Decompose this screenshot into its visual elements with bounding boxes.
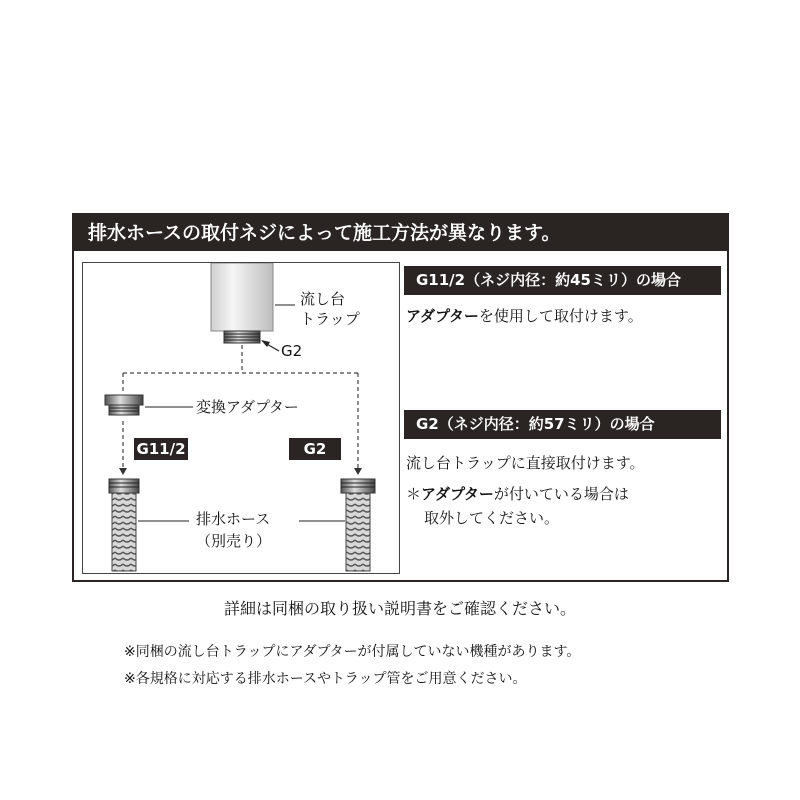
hose-label-line1: 排水ホース bbox=[196, 510, 271, 528]
trap-label-line2: トラップ bbox=[300, 310, 360, 328]
case-g2-text: 流し台トラップに直接取付けます。 bbox=[406, 454, 645, 472]
case-g2-note-line2: 取外してください。 bbox=[424, 509, 560, 527]
trap-label-line1: 流し台 bbox=[300, 290, 346, 308]
case-g2-note-prefix: ＊ bbox=[406, 485, 422, 503]
g2-label: G2 bbox=[281, 342, 303, 360]
sink-trap-pipe bbox=[211, 263, 273, 343]
tag-g2-text: G2 bbox=[303, 440, 327, 458]
case-g1-half-header: G11/2（ネジ内径：約45ミリ）の場合 bbox=[404, 266, 721, 295]
adapter-part bbox=[105, 395, 143, 415]
footer-note-1: ※同梱の流し台トラップにアダプターが付属していない機種があります。 bbox=[124, 644, 581, 660]
tag-g1-half bbox=[134, 438, 188, 460]
case-g2-note bbox=[406, 483, 629, 505]
case-g1-half-text-rest: を使用して取付けます。 bbox=[478, 307, 643, 325]
g2-arrow bbox=[261, 340, 279, 351]
tag-g2 bbox=[289, 438, 341, 460]
left-drain-hose bbox=[109, 479, 139, 571]
panel-title: 排水ホースの取付ネジによって施工方法が異なります。 bbox=[74, 215, 727, 251]
case-g2-header: G2（ネジ内径：約57ミリ）の場合 bbox=[404, 410, 721, 439]
footer-note-2: ※各規格に対応する排水ホースやトラップ管をご用意ください。 bbox=[124, 671, 527, 687]
right-drain-hose bbox=[341, 479, 375, 571]
case-g1-half-text bbox=[406, 305, 643, 327]
case-g2-note-rest: が付いている場合は bbox=[493, 485, 629, 503]
case-g2-note-bold: アダプター bbox=[421, 485, 494, 503]
hose-label-line2: （別売り） bbox=[196, 532, 272, 550]
adapter-label: 変換アダプター bbox=[196, 398, 299, 416]
case-g1-half-text-bold: アダプター bbox=[406, 307, 479, 325]
tag-g1-half-text: G11/2 bbox=[136, 440, 186, 458]
footer-main-text: 詳細は同梱の取り扱い説明書をご確認ください。 bbox=[223, 599, 576, 618]
